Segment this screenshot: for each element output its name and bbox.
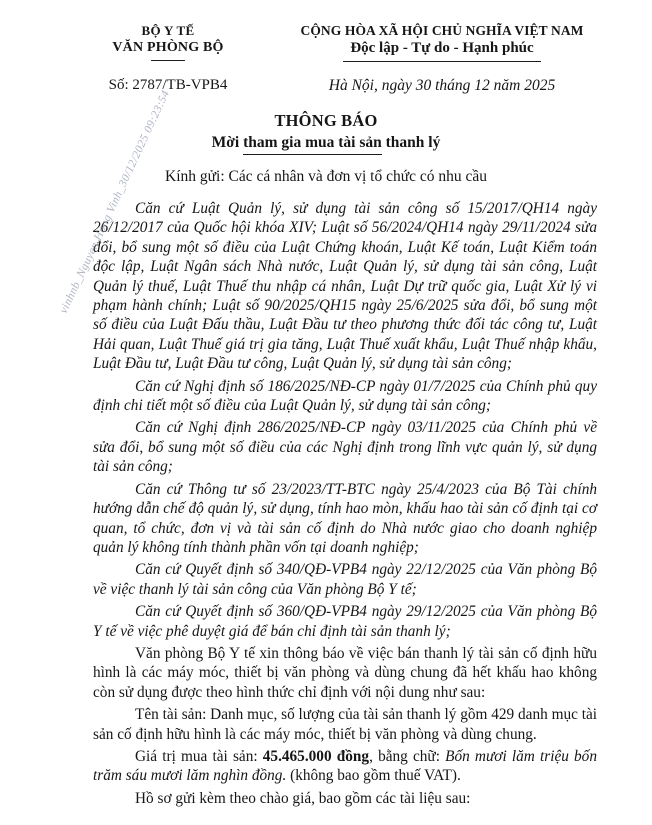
price-mid: , bằng chữ: (369, 747, 446, 765)
document-number: Số: 2787/TB-VPB4 (108, 77, 228, 93)
agency-parent-name: BỘ Y TẾ (141, 23, 195, 38)
subtitle-prefix: Mời (211, 134, 244, 151)
motto-underline-rule (343, 61, 541, 62)
title-block (0, 111, 652, 186)
agency-name: VĂN PHÒNG BỘ (112, 40, 224, 55)
national-motto: Độc lập - Tự do - Hạnh phúc (350, 40, 534, 56)
document-body (0, 186, 652, 808)
price-tail: (không bao gồm thuế VAT). (286, 767, 461, 785)
document-header (0, 0, 652, 95)
digital-signature-watermark: vinhnb_Nguyen Hong Vinh_30/12/2025 09:23:54 (57, 88, 173, 316)
price-amount: 45.465.000 đồng (262, 747, 370, 765)
national-name: CỘNG HÒA XÃ HỘI CHỦ NGHĨA VIỆT NAM (300, 23, 584, 38)
legal-basis-paragraph: Căn cứ Quyết định số 360/QĐ-VPB4 ngày 29/12/2025 của Văn phòng Bộ Y tế về việc phê duyệt giá để bán chỉ định tài sản thanh lý; (93, 603, 597, 640)
legal-basis-paragraph: Căn cứ Quyết định số 340/QĐ-VPB4 ngày 22/12/2025 của Văn phòng Bộ về việc thanh lý tài sản công của Văn phòng Bộ Y tế; (93, 561, 597, 598)
legal-basis-paragraph: Căn cứ Thông tư số 23/2023/TT-BTC ngày 25/4/2023 của Bộ Tài chính hướng dẫn chế độ quản lý, sử dụng, tính hao mòn, khấu hao tài sản cố định tại cơ quan, tổ chức, đơn vị và tài sản cố định do Nhà nước giao cho doanh nghiệp quản lý không tính thành phần vốn tại doanh nghiệp; (93, 480, 597, 556)
asset-name-paragraph: Tên tài sản: Danh mục, số lượng của tài sản thanh lý gồm 429 danh mục tài sản cố định hữu hình là các máy móc, thiết bị văn phòng và dùng chung. (93, 706, 598, 743)
price-lead: Giá trị mua tài sản: (135, 747, 263, 765)
document-subtitle (0, 134, 652, 155)
subtitle-underlined-text: tham gia mua tài sản (243, 134, 382, 155)
legal-basis-paragraph: Căn cứ Nghị định số 186/2025/NĐ-CP ngày 01/7/2025 của Chính phủ quy định chi tiết một số điều của Luật Quản lý, sử dụng tài sản công; (93, 377, 597, 415)
document-title: THÔNG BÁO (274, 111, 378, 130)
legal-basis-paragraph: Căn cứ Nghị định 286/2025/NĐ-CP ngày 03/11/2025 của Chính phủ về sửa đổi, bổ sung một số điều của các Nghị định trong lĩnh vực quản lý, sử dụng tài sản công; (93, 419, 597, 476)
salutation-line: Kính gửi: Các cá nhân và đơn vị tổ chức có nhu cầu (165, 168, 487, 185)
price-paragraph (93, 747, 597, 786)
legal-basis-paragraph: Căn cứ Luật Quản lý, sử dụng tài sản công số 15/2017/QH14 ngày 26/12/2017 của Quốc hội khóa XIV; Luật số 56/2024/QH14 ngày 29/11/2024 sửa đổi, bổ sung một số điều của Luật Chứng khoán, Luật Kế toán, Luật Kiểm toán độc lập, Luật Ngân sách Nhà nước, Luật Quản lý, sử dụng tài sản công, Luật Quản lý thuế, Luật Thuế thu nhập cá nhân, Luật Dự trữ quốc gia, Luật Xử lý vi phạm hành chính; Luật số 90/2025/QH15 ngày 25/6/2025 sửa đổi, bổ sung một số điều của Luật Đấu thầu, Luật Đầu tư theo phương thức đối tác công tư, Luật Hải quan, Luật Thuế giá trị gia tăng, Luật Thuế xuất khẩu, Luật Thuế nhập khẩu, Luật Đầu tư, Luật Đầu tư công, Luật Quản lý, sử dụng tài sản công; (93, 200, 597, 373)
issuing-agency-block (68, 23, 268, 95)
dossier-intro-paragraph: Hồ sơ gửi kèm theo chào giá, bao gồm các tài liệu sau: (135, 789, 471, 807)
price-in-words: Bốn mươi lăm triệu bốn trăm sáu mươi lăm nghìn đồng. (93, 747, 597, 785)
national-header-block (286, 23, 598, 95)
announcement-paragraph: Văn phòng Bộ Y tế xin thông báo về việc bán thanh lý tài sản cố định hữu hình là các máy móc, thiết bị văn phòng và dùng chung đã hết khấu hao không còn sử dụng được theo hình thức chỉ định với nội dung như sau: (93, 644, 597, 701)
place-and-date: Hà Nội, ngày 30 tháng 12 năm 2025 (328, 77, 556, 94)
agency-underline-rule (151, 60, 185, 61)
subtitle-suffix: thanh lý (381, 134, 441, 151)
